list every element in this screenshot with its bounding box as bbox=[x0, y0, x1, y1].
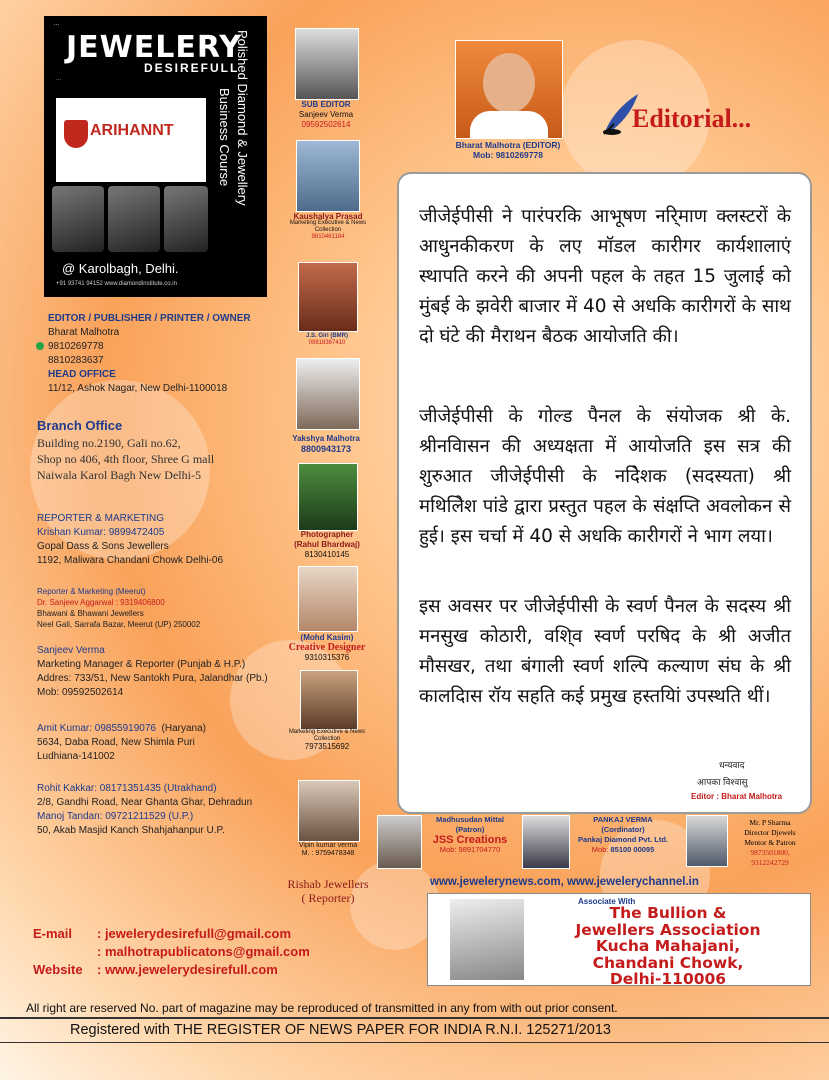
rep-name: Krishan Kumar: 9899472405 bbox=[37, 527, 165, 538]
staff-title: J.S. Giri (BMR) bbox=[305, 333, 348, 339]
email-label: E-mail bbox=[33, 926, 73, 941]
mentor-photo bbox=[686, 815, 728, 867]
signoff-yours: आपका विश्वासु bbox=[697, 777, 748, 787]
reporter-block bbox=[37, 512, 292, 568]
patron-caption bbox=[420, 815, 520, 855]
editor-block bbox=[48, 312, 288, 396]
association-line: Jewellers Association bbox=[575, 920, 761, 939]
ad-photo bbox=[164, 186, 208, 252]
rohit-name: Rohit Kakkar: 08171351435 (Utrakhand) bbox=[37, 783, 217, 794]
patron-mobile: Mob: 9891704770 bbox=[439, 845, 501, 854]
rohit-block bbox=[37, 782, 302, 838]
staff-caption bbox=[282, 213, 374, 241]
registration-notice: Registered with THE REGISTER OF NEWS PAPER FOR INDIA R.N.I. 125271/2013 bbox=[70, 1022, 611, 1038]
mentor-phone: 9873501800, bbox=[750, 848, 790, 857]
signoff-thanks: धन्यवाद bbox=[719, 760, 745, 770]
association-line: Kucha Mahajani, bbox=[595, 937, 741, 955]
staff-name: Creative Designer bbox=[288, 642, 366, 653]
coordinator-photo bbox=[522, 815, 570, 869]
amit-line: 5634, Daba Road, New Shimla Puri bbox=[37, 737, 195, 748]
amit-region: (Haryana) bbox=[161, 723, 206, 734]
shield-icon bbox=[64, 120, 88, 148]
coordinator-mobile: 85100 00095 bbox=[610, 845, 655, 854]
ad-vertical-text bbox=[212, 28, 267, 297]
staff-photo bbox=[295, 28, 359, 100]
sanjeev-block bbox=[37, 644, 297, 700]
staff-photo bbox=[298, 262, 358, 332]
staff-phone: 9310315376 bbox=[304, 653, 350, 662]
editor-signature: Editor : Bharat Malhotra bbox=[691, 792, 783, 801]
patron-photo bbox=[377, 815, 422, 869]
patron-name: Madhusudan Mittal bbox=[436, 815, 504, 824]
meerut-line: Bhawani & Bhawani Jewellers bbox=[37, 609, 144, 618]
staff-name: Vipin kumar verma bbox=[298, 842, 358, 849]
staff-photo bbox=[296, 140, 360, 212]
editor-shirt bbox=[470, 111, 548, 138]
editor-photo bbox=[455, 40, 563, 139]
patron-company: JSS Creations bbox=[432, 834, 508, 846]
phone2: 8810283637 bbox=[48, 355, 104, 366]
staff-name: Sanjeev Verma bbox=[298, 110, 354, 119]
association-line: Chandani Chowk, bbox=[592, 953, 744, 972]
coordinator-caption bbox=[568, 815, 678, 855]
rishab-role: ( Reporter) bbox=[301, 891, 355, 905]
mentor-phone: 9312242729 bbox=[751, 858, 789, 867]
meerut-line: Neel Gali, Sarrafa Bazar, Meerut (UP) 250002 bbox=[37, 620, 201, 629]
meerut-block bbox=[37, 586, 292, 630]
ad-vertical-line2: Business Course bbox=[217, 88, 232, 187]
ad-tagline: ... bbox=[54, 20, 60, 27]
staff-photo bbox=[298, 566, 358, 632]
editor-caption-name: Bharat Malhotra (EDITOR) bbox=[455, 140, 561, 150]
staff-photo bbox=[300, 670, 358, 730]
sanjeev-name: Sanjeev Verma bbox=[37, 645, 105, 656]
websites-link[interactable]: www.jewelerynews.com, www.jewelerychannel.in bbox=[430, 876, 699, 888]
mentor-role2: Mentor & Patron bbox=[744, 838, 796, 847]
website-label: Website bbox=[33, 962, 83, 977]
ad-photo bbox=[52, 186, 104, 252]
editor-title: EDITOR / PUBLISHER / PRINTER / OWNER bbox=[48, 313, 251, 324]
staff-phone: 7973515692 bbox=[304, 742, 350, 751]
staff-phone: 9810461184 bbox=[311, 234, 345, 240]
branch-line: Building no.2190, Gali no.62, bbox=[37, 436, 181, 450]
sanjeev-line: Addres: 733/51, New Santokh Pura, Jalandhar (Pb.) bbox=[37, 673, 268, 684]
head-office-label: HEAD OFFICE bbox=[48, 369, 116, 380]
ad-vertical-line1: Polished Diamond & Jewellery bbox=[235, 30, 250, 206]
sanjeev-line: Marketing Manager & Reporter (Punjab & H.P.) bbox=[37, 659, 246, 670]
phone-row bbox=[48, 340, 288, 354]
staff-caption bbox=[282, 100, 370, 130]
amit-name: Amit Kumar: 09855919076 bbox=[37, 723, 156, 734]
staff-title: SUB EDITOR bbox=[301, 100, 351, 109]
meerut-label: Reporter & Marketing (Meerut) bbox=[37, 587, 146, 596]
arihant-logo bbox=[56, 98, 206, 182]
manoj-line: 50, Akab Masjid Kanch Shahjahanpur U.P. bbox=[37, 825, 225, 836]
email-link-2[interactable]: : malhotrapublicatons@gmail.com bbox=[97, 944, 310, 959]
branch-label: Branch Office bbox=[37, 418, 123, 433]
editorial-paragraph: जीजेईपीसी के गोल्ड पैनल के संयोजक श्री के. श्रीनविासन की अध्यक्षता में आयोजति इस सत्र की शुरुआत जीजेईपीसी के नदिेशक (सदस्यता) श्री मथिलिेश पांडे द्वारा प्रस्तुत पहल के संक्षप्ति अवलोकन से हुई। इस चर्चा में 40 से अधकि कारीगरों ने भाग लया। bbox=[419, 406, 791, 547]
mentor-name: Mr. P Sharma bbox=[749, 818, 791, 827]
divider bbox=[0, 1017, 829, 1019]
rohit-line: 2/8, Gandhi Road, Near Ghanta Ghar, Dehradun bbox=[37, 797, 253, 808]
ad-photo bbox=[108, 186, 160, 252]
staff-title: (Mohd Kasim) bbox=[300, 633, 354, 642]
divider bbox=[0, 1042, 829, 1043]
staff-title: Photographer bbox=[300, 530, 354, 539]
staff-name: Marketing Executive & News Collection bbox=[289, 220, 367, 233]
association-label: Associate With bbox=[578, 897, 636, 906]
brand-logo: JEWELERY bbox=[66, 30, 243, 65]
staff-photo bbox=[296, 358, 360, 430]
branch-line: Naiwala Karol Bagh New Delhi-5 bbox=[37, 468, 201, 482]
editorial-heading: Editorial... bbox=[632, 104, 752, 133]
staff-name: Marketing Executive & News Collection bbox=[288, 729, 366, 742]
amit-name-row bbox=[37, 722, 297, 736]
patron-role: (Patron) bbox=[455, 825, 485, 834]
editorial-box bbox=[397, 172, 812, 814]
staff-phone: 8800943173 bbox=[300, 444, 352, 454]
email-link-1[interactable]: : jewelerydesirefull@gmail.com bbox=[97, 926, 292, 941]
phone1: 9810269778 bbox=[48, 341, 104, 352]
mentor-caption bbox=[727, 818, 813, 868]
staff-caption bbox=[282, 842, 374, 858]
signoff-box bbox=[691, 755, 791, 793]
advertisement bbox=[44, 16, 267, 297]
association-box bbox=[427, 893, 811, 986]
rep-label: REPORTER & MARKETING bbox=[37, 513, 165, 524]
staff-caption bbox=[282, 633, 372, 663]
sanjeev-line: Mob: 09592502614 bbox=[37, 687, 124, 698]
branch-block bbox=[37, 418, 214, 483]
coordinator-mobile-label: Mob: bbox=[591, 845, 609, 854]
association-line: The Bullion & bbox=[609, 904, 727, 922]
head-office-address: 11/12, Ashok Nagar, New Delhi-1100018 bbox=[48, 383, 228, 394]
staff-name: Yakshya Malhotra bbox=[292, 434, 360, 443]
ad-phone: +91 93741 94152 www.diamondinstitute.co.in bbox=[56, 281, 177, 287]
copyright-notice: All right are reserved No. part of magazine may be reproduced of transmitted in any from with out prior consent. bbox=[26, 1001, 618, 1015]
editor-face bbox=[483, 53, 535, 113]
ad-location: @ Karolbagh, Delhi. bbox=[62, 261, 179, 276]
brand-tag: ... bbox=[56, 76, 62, 82]
editor-caption bbox=[445, 140, 571, 160]
branch-address bbox=[37, 435, 214, 483]
brand-sub: DESIREFULL bbox=[144, 61, 240, 75]
staff-caption bbox=[284, 333, 370, 347]
arihant-name: ARIHANNT bbox=[90, 122, 174, 139]
staff-caption bbox=[284, 729, 370, 750]
rep-line: 1192, Maliwara Chandani Chowk Delhi-06 bbox=[37, 555, 224, 566]
staff-phone: M. : 9759478348 bbox=[301, 850, 355, 857]
association-name bbox=[538, 905, 798, 988]
rishab-name: Rishab Jewellers bbox=[287, 877, 369, 891]
meerut-name: Dr. Sanjeev Aggarwal : 9319406800 bbox=[37, 598, 165, 607]
whatsapp-icon bbox=[36, 342, 44, 350]
coordinator-name: PANKAJ VERMA bbox=[593, 815, 653, 824]
staff-photo bbox=[298, 780, 360, 842]
staff-caption bbox=[282, 530, 372, 560]
staff-photo bbox=[298, 463, 358, 531]
branch-line: Shop no 406, 4th floor, Shree G mall bbox=[37, 452, 215, 466]
editorial-paragraph: इस अवसर पर जीजेईपीसी के स्वर्ण पैनल के सदस्य श्री मनसुख कोठारी, वशि्व स्वर्ण परषिद के श्री अजीत मौसखर, तथा बंगाली स्वर्ण शल्पि कल्याण संघ के श्री कालदिास रॉय सहति कई प्रमुख हस्तयिां उपस्थति थीं। bbox=[419, 596, 791, 707]
rep-line: Gopal Dass & Sons Jewellers bbox=[37, 541, 169, 552]
staff-caption bbox=[282, 434, 370, 454]
amit-block bbox=[37, 722, 297, 764]
editor-name: Bharat Malhotra bbox=[48, 327, 120, 338]
editor-caption-mob: Mob: 9810269778 bbox=[473, 150, 543, 160]
amit-line: Ludhiana-141002 bbox=[37, 751, 115, 762]
rishab-caption bbox=[280, 877, 376, 905]
staff-title: Kaushalya Prasad bbox=[293, 212, 363, 221]
coordinator-company: Pankaj Diamond Pvt. Ltd. bbox=[577, 835, 668, 844]
staff-name: (Rahul Bhardwaj) bbox=[294, 540, 360, 549]
staff-phone: 09818367410 bbox=[308, 340, 346, 346]
staff-phone: 09592502614 bbox=[301, 120, 351, 129]
association-photo bbox=[450, 899, 524, 980]
staff-phone: 8130410145 bbox=[304, 550, 350, 559]
manoj-name: Manoj Tandan: 09721211529 (U.P.) bbox=[37, 811, 194, 822]
coordinator-role: (Cordinator) bbox=[601, 825, 645, 834]
association-line: Delhi-110006 bbox=[609, 970, 727, 988]
mentor-role: Director Djewels bbox=[744, 828, 796, 837]
website-link[interactable]: : www.jewelerydesirefull.com bbox=[97, 962, 278, 977]
editorial-paragraph: जीजेईपीसी ने पारंपरकि आभूषण नरि्माण क्लस्टरों के आधुनकीकरण के लए मॉडल कारीगर कार्यशालाएं स्थापति करने की अपनी पहल के तहत 15 जुलाई को मुंबई के झवेरी बाजार में 40 से अधकि कारीगरों के साथ दो घंटे की मैराथन बैठक आयोजति की। bbox=[419, 206, 791, 347]
